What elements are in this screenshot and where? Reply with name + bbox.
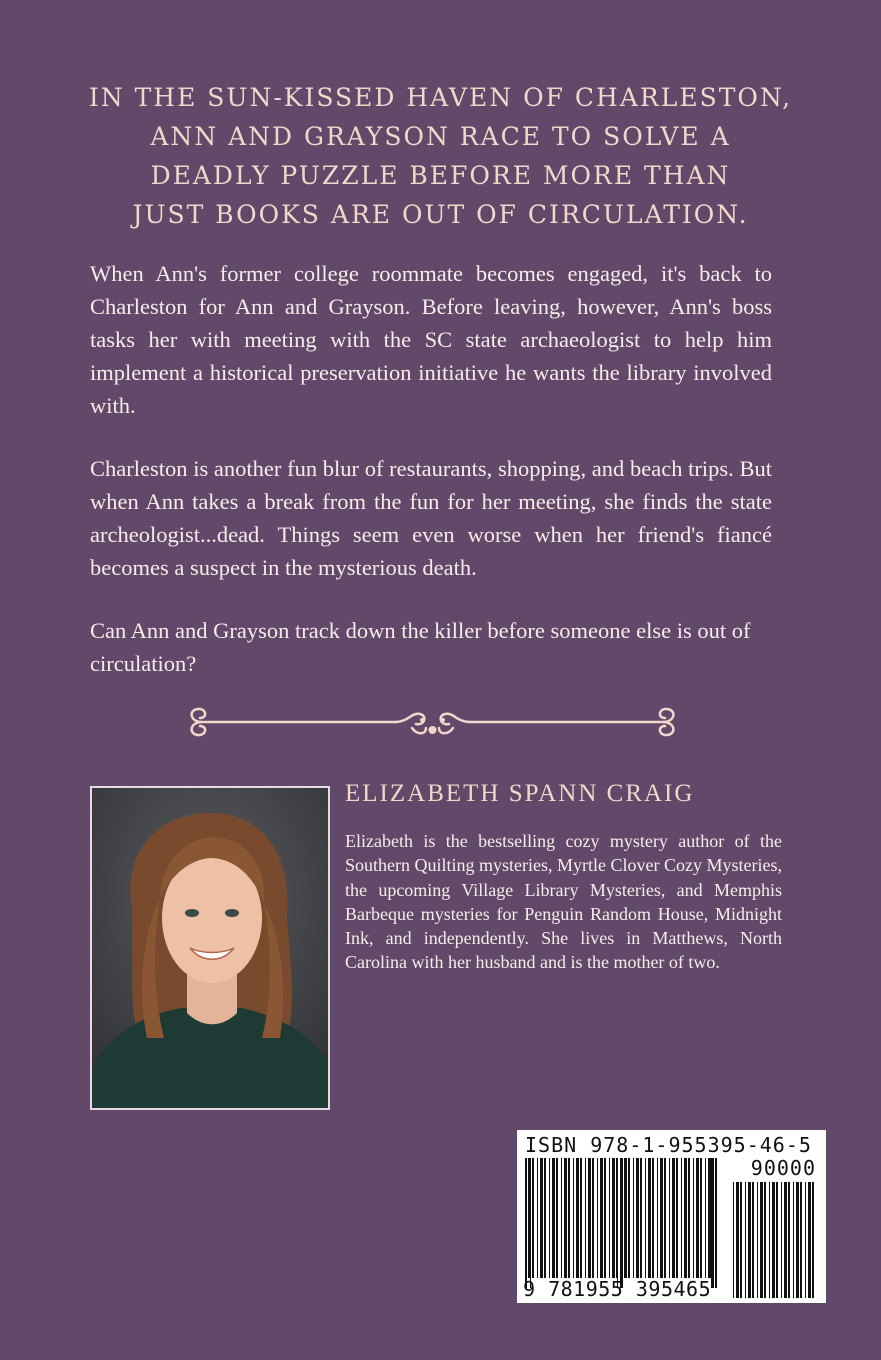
barcode-bar [757,1182,758,1298]
barcode-bar [648,1158,651,1278]
barcode-bar [620,1158,623,1288]
author-bio: Elizabeth is the bestselling cozy mystery author of the Southern Quilting mysteries, Myrtle Clover Cozy Mysteries, the upcoming Village Library Mysteries, and Memphis Barbeque mysteries for Penguin Random House, Midnight Ink, and independently. She lives in Matthews, North Carolina with her husband and is the mother of two. [345,831,782,973]
barcode-bar [793,1182,794,1298]
barcode-bar [684,1158,687,1278]
barcode-bar [580,1158,582,1278]
barcode-bar [609,1158,610,1278]
barcode-bar [624,1158,627,1278]
barcode-bar [776,1182,778,1298]
barcode-bar [669,1158,670,1278]
barcode-bar [633,1158,634,1278]
barcode-bar [733,1182,734,1298]
barcode-bar [525,1158,527,1288]
blurb-paragraph: Can Ann and Grayson track down the killer before someone else is out of circulation? [90,618,751,676]
barcode-bar [745,1182,746,1298]
barcode-bar [784,1182,787,1298]
barcode-bar [688,1158,690,1278]
barcode-bar [600,1158,603,1278]
barcode-bar [696,1158,699,1278]
barcode-bar [736,1182,739,1298]
barcode-bar [652,1158,654,1278]
barcode-bar [617,1158,618,1288]
price-code: 90000 [750,1156,816,1180]
barcode-bar [681,1158,682,1278]
barcode-bar [628,1158,630,1278]
barcode-bar [769,1182,770,1298]
barcode-bar [672,1158,675,1278]
barcode-bar [740,1182,742,1298]
barcode-bar [549,1158,550,1278]
barcode-bar [556,1158,558,1278]
barcode-bar [636,1158,639,1278]
barcode-bar [796,1182,799,1298]
barcode-bar [812,1182,814,1298]
barcode-bar [612,1158,615,1278]
barcode-bar [788,1182,790,1298]
book-blurb [90,257,772,710]
author-name: ELIZABETH SPANN CRAIG [345,780,695,807]
barcode-bar [604,1158,606,1278]
barcode-bar [657,1158,658,1278]
barcode-bar [585,1158,586,1278]
barcode-bar [552,1158,555,1278]
barcode-bar [705,1158,706,1278]
barcode-bar [708,1158,711,1278]
blurb-paragraph: When Ann's former college roommate becomes engaged, it's back to Charleston for Ann and Grayson. Before leaving, however, Ann's boss tasks her with meeting with the SC state archaeologist to help him implement a historical preservation initiative he wants the library involved with. [90,261,772,418]
blurb-paragraph: Charleston is another fun blur of restaurants, shopping, and beach trips. But when Ann takes a break from the fun for her meeting, she finds the state archeologist...dead. Things seem even worse when her friend's fiancé becomes a suspect in the mysterious death. [90,456,772,580]
barcode-bar [544,1158,546,1278]
barcode-bar [564,1158,567,1278]
barcode-bar [532,1158,534,1278]
barcode-bar [800,1182,802,1298]
barcode-bar [561,1158,562,1278]
barcode-bar [700,1158,702,1278]
barcode-bar [764,1182,766,1298]
barcode-bar [530,1158,531,1288]
tagline-line: JUST BOOKS ARE OUT OF CIRCULATION. [132,200,749,229]
tagline-line: IN THE SUN-KISSED HAVEN OF CHARLESTON, [88,83,793,112]
decorative-flourish-icon [180,700,685,742]
barcode-bar [805,1182,806,1298]
barcode-bar [568,1158,570,1278]
barcode-bar [711,1158,714,1288]
barcode-bar [748,1182,751,1298]
barcode-bar [573,1158,574,1278]
barcode-bar [808,1182,811,1298]
barcode-bar [752,1182,754,1298]
barcode-bar [772,1182,775,1298]
barcode-bar [597,1158,598,1278]
barcode-bar [660,1158,663,1278]
tagline [60,78,821,234]
barcode-bar [760,1182,763,1298]
barcode-bar [588,1158,591,1278]
barcode-bar [664,1158,666,1278]
barcode-bar [676,1158,678,1278]
barcode-bar [592,1158,594,1278]
isbn-barcode [517,1130,826,1303]
barcode-bar [781,1182,782,1298]
barcode-bar [715,1158,717,1288]
barcode-bar [693,1158,694,1278]
tagline-line: ANN AND GRAYSON RACE TO SOLVE A [150,122,731,151]
barcode-bar [645,1158,646,1278]
barcode-bar [540,1158,543,1278]
isbn-label: ISBN 978-1-955395-46-5 [525,1133,812,1157]
tagline-line: DEADLY PUZZLE BEFORE MORE THAN [150,161,731,190]
barcode-bar [537,1158,538,1278]
barcode-bar [576,1158,579,1278]
author-photo [90,786,330,1110]
ean-digits: 9 781955 395465 [523,1277,712,1301]
barcode-bar [640,1158,642,1278]
